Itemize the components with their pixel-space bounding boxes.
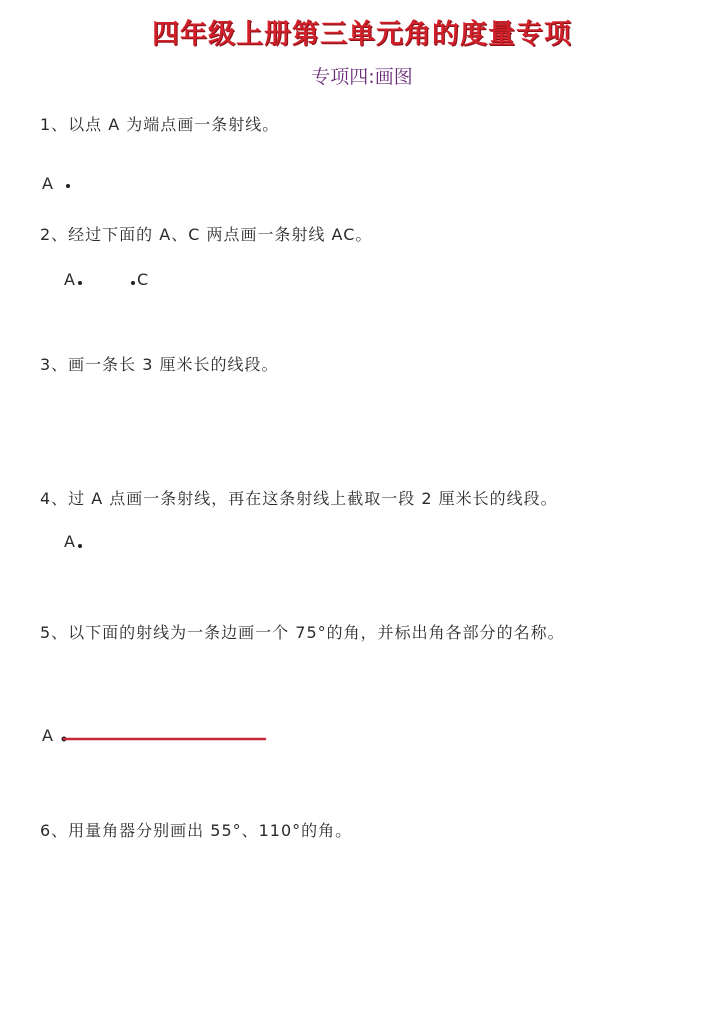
point-a-dot-q2	[78, 281, 82, 285]
ray-line-q5	[55, 728, 275, 748]
point-a-label-q4: A	[64, 532, 75, 551]
worksheet-title: 四年级上册第三单元角的度量专项	[152, 19, 572, 50]
question-5: 5、以下面的射线为一条边画一个 75°的角，并标出角各部分的名称。	[40, 623, 565, 642]
point-a-label-q1: A	[42, 174, 53, 193]
point-a-label-q5: A	[42, 726, 53, 745]
question-3: 3、画一条长 3 厘米长的线段。	[40, 355, 279, 374]
question-1: 1、以点 A 为端点画一条射线。	[40, 115, 280, 134]
point-a-dot-q1	[66, 184, 70, 188]
worksheet-subtitle: 专项四:画图	[311, 66, 413, 88]
point-c-label-q2: C	[137, 270, 149, 289]
question-2: 2、经过下面的 A、C 两点画一条射线 AC。	[40, 225, 373, 244]
question-6: 6、用量角器分别画出 55°、110°的角。	[40, 821, 353, 840]
point-a-dot-q4	[78, 544, 82, 548]
point-c-dot-q2	[131, 281, 135, 285]
point-a-label-q2: A	[64, 270, 75, 289]
question-4: 4、过 A 点画一条射线，再在这条射线上截取一段 2 厘米长的线段。	[40, 489, 558, 508]
